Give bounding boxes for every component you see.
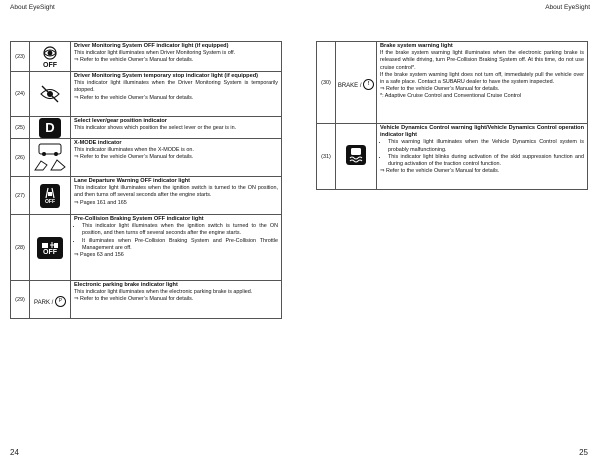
- reference: ⇒ Refer to the vehicle Owner’s Manual for details.: [380, 168, 584, 175]
- x-mode-icon: [33, 143, 67, 173]
- indicator-title: Lane Departure Warning OFF indicator light: [74, 178, 191, 184]
- reference: ⇒ Pages 161 and 165: [74, 200, 278, 207]
- gear-position-d-icon: D: [39, 118, 61, 138]
- indicator-description: This indicator shows which position the select lever or the gear is in.: [74, 125, 237, 132]
- parking-brake-icon: PARK / P: [34, 300, 66, 306]
- row-number: (28): [11, 215, 30, 281]
- icon-label: OFF: [43, 61, 57, 69]
- indicator-table-right: [316, 41, 588, 190]
- table-row: [11, 72, 282, 117]
- list-item: • This indicator light illuminates when the ignition switch is turned to the ON position, and then turns off several seconds after the engine starts.: [82, 223, 278, 237]
- footnote: *: Adaptive Cruise Control and Conventional Cruise Control: [380, 93, 522, 100]
- pre-collision-off-icon: OFF: [37, 237, 63, 259]
- lane-departure-off-icon: OFF: [40, 184, 60, 208]
- row-number: (24): [11, 72, 30, 117]
- page-header-left: About EyeSight: [10, 4, 55, 11]
- indicator-title: Driver Monitoring System OFF indicator light (if equipped): [74, 43, 229, 49]
- indicator-description: This indicator light illuminates when the Driver Monitoring System is temporarily stopped.: [74, 80, 278, 94]
- row-number: (27): [11, 177, 30, 215]
- reference: ⇒ Refer to the vehicle Owner’s Manual for details.: [74, 154, 278, 161]
- page-header-right: About EyeSight: [545, 4, 590, 11]
- page-number-left: 24: [10, 448, 19, 457]
- table-row: [11, 42, 282, 72]
- reference: ⇒ Refer to the vehicle Owner’s Manual for details.: [74, 296, 278, 303]
- row-number: (23): [11, 42, 30, 72]
- page-number-right: 25: [579, 448, 588, 457]
- table-row: [11, 215, 282, 281]
- table-row: [11, 177, 282, 215]
- table-row: [317, 42, 588, 124]
- indicator-description: This indicator light illuminates when the electronic parking brake is applied.: [74, 289, 253, 296]
- indicator-title: Pre-Collision Braking System OFF indicator light: [74, 216, 204, 222]
- indicator-table-left: [10, 41, 282, 319]
- indicator-title: Brake system warning light: [380, 43, 453, 49]
- indicator-title: Electronic parking brake indicator light: [74, 282, 178, 288]
- table-row: [11, 117, 282, 139]
- indicator-title: Select lever/gear position indicator: [74, 118, 167, 124]
- indicator-description: If the brake system warning light illuminates when the electronic parking brake is released while driving, turn Pre-Collision Braking System off. At this time, do not use cruise control*.: [380, 50, 584, 71]
- driver-monitoring-stop-icon: [38, 83, 62, 105]
- table-row: [317, 124, 588, 190]
- indicator-description: If the brake system warning light does not turn off, immediately pull the vehicle over in a safe place. Contact a SUBARU dealer to have the system inspected.: [380, 71, 584, 86]
- brake-warning-icon: BRAKE / !: [338, 83, 374, 89]
- table-row: [11, 139, 282, 177]
- indicator-title: X-MODE indicator: [74, 140, 122, 146]
- bullet-list: [380, 139, 584, 168]
- indicator-description: This indicator light illuminates when the ignition switch is turned to the ON position, and then turns off several seconds after the engine starts.: [74, 185, 278, 199]
- list-item: • This indicator light blinks during activation of the skid suppression function and during activation of the traction control function.: [388, 154, 584, 168]
- indicator-description: This indicator illuminates when the X-MODE is on.: [74, 147, 194, 154]
- row-number: (31): [317, 124, 336, 190]
- indicator-title: Driver Monitoring System temporary stop indicator light (if equipped): [74, 73, 258, 79]
- row-number: (25): [11, 117, 30, 139]
- reference: ⇒ Pages 63 and 156: [74, 252, 278, 259]
- row-number: (30): [317, 42, 336, 124]
- indicator-title: Vehicle Dynamics Control warning light/Vehicle Dynamics Control operation indicator light: [380, 125, 584, 139]
- reference: ⇒ Refer to the vehicle Owner’s Manual for details.: [380, 86, 584, 93]
- reference: ⇒ Refer to the vehicle Owner’s Manual for details.: [74, 57, 278, 64]
- list-item: • This warning light illuminates when the Vehicle Dynamics Control system is probably malfunctioning.: [388, 139, 584, 153]
- reference: ⇒ Refer to the vehicle Owner’s Manual for details.: [74, 95, 278, 102]
- driver-monitoring-off-icon: [38, 45, 62, 69]
- list-item: • It illuminates when Pre-Collision Braking System and Pre-Collision Throttle Management are off.: [82, 238, 278, 252]
- vehicle-dynamics-control-icon: [346, 145, 366, 165]
- indicator-description: This indicator light illuminates when Driver Monitoring System is off.: [74, 50, 236, 57]
- bullet-list: [74, 223, 278, 252]
- table-row: [11, 281, 282, 319]
- row-number: (26): [11, 139, 30, 177]
- row-number: (29): [11, 281, 30, 319]
